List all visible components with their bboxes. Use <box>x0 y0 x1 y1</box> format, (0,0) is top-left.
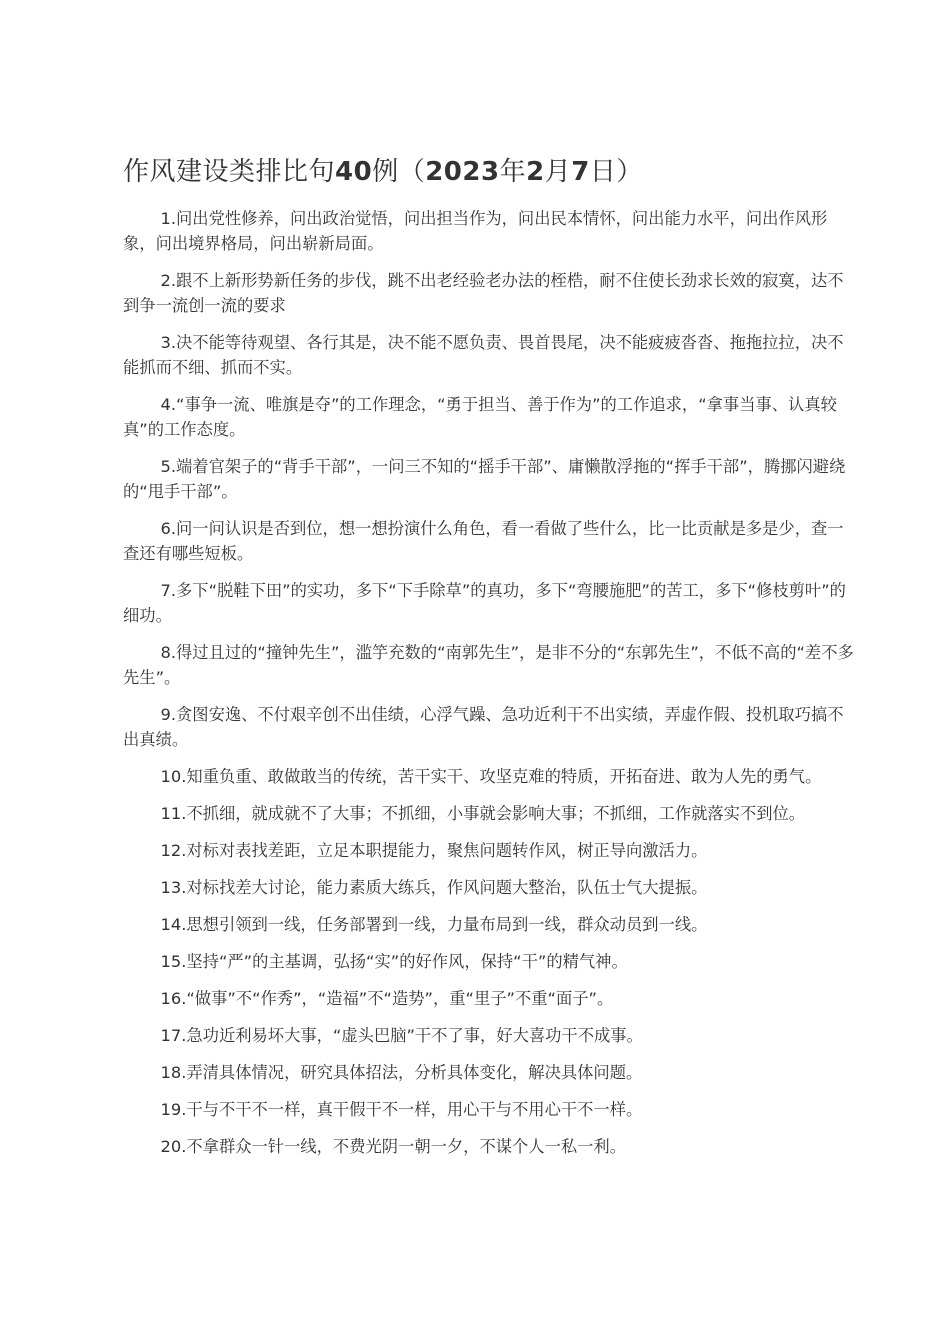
paragraph: 4.“事争一流、唯旗是夺”的工作理念，“勇于担当、善于作为”的工作追求，“拿事当事、认真较真”的工作态度。 <box>123 395 837 439</box>
document-page <box>123 150 858 1171</box>
paragraph: 2.跟不上新形势新任务的步伐，跳不出老经验老办法的桎梏，耐不住使长劲求长效的寂寞，达不到争一流创一流的要求 <box>123 271 844 315</box>
paragraph: 5.端着官架子的“背手干部”，一问三不知的“摇手干部”、庸懒散浮拖的“挥手干部”，腾挪闪避绕的“甩手干部”。 <box>123 457 846 501</box>
paragraph: 14.思想引领到一线，任务部署到一线，力量布局到一线，群众动员到一线。 <box>160 915 708 934</box>
paragraph: 9.贪图安逸、不付艰辛创不出佳绩，心浮气躁、急功近利干不出实绩，弄虚作假、投机取巧搞不出真绩。 <box>123 705 844 749</box>
paragraph: 12.对标对表找差距，立足本职提能力，聚焦问题转作风，树正导向激活力。 <box>160 841 708 860</box>
title-part: 40 <box>335 157 373 187</box>
title-part: 2 <box>526 157 545 187</box>
paragraph: 18.弄清具体情况，研究具体招法，分析具体变化，解决具体问题。 <box>160 1063 643 1082</box>
title-part: 例（ <box>372 157 426 187</box>
paragraph: 20.不拿群众一针一线，不费光阴一朝一夕，不谋个人一私一利。 <box>160 1137 626 1156</box>
paragraph: 13.对标找差大讨论，能力素质大练兵，作风问题大整治，队伍士气大提振。 <box>160 878 708 897</box>
paragraph: 6.问一问认识是否到位，想一想扮演什么角色，看一看做了些什么，比一比贡献是多是少，查一查还有哪些短板。 <box>123 519 844 563</box>
paragraph: 8.得过且过的“撞钟先生”，滥竽充数的“南郭先生”，是非不分的“东郭先生”，不低不高的“差不多先生”。 <box>123 643 854 687</box>
paragraph: 19.干与不干不一样，真干假干不一样，用心干与不用心干不一样。 <box>160 1100 643 1119</box>
title-part: 2023 <box>425 157 500 187</box>
title-part: 日） <box>589 157 643 187</box>
paragraph: 17.急功近利易坏大事，“虚头巴脑”干不了事，好大喜功干不成事。 <box>160 1026 643 1045</box>
paragraph: 16.“做事”不“作秀”，“造福”不“造势”，重“里子”不重“面子”。 <box>160 989 614 1008</box>
title-part: 年 <box>499 157 527 187</box>
title-part: 7 <box>571 157 590 187</box>
title-part: 作风建设类排比句 <box>123 157 336 187</box>
paragraph: 3.决不能等待观望、各行其是，决不能不愿负责、畏首畏尾，决不能疲疲沓沓、拖拖拉拉，决不能抓而不细、抓而不实。 <box>123 333 844 377</box>
paragraph: 15.坚持“严”的主基调，弘扬“实”的好作风，保持“干”的精气神。 <box>160 952 628 971</box>
paragraph: 11.不抓细，就成就不了大事；不抓细，小事就会影响大事；不抓细，工作就落实不到位。 <box>160 804 806 823</box>
title-part: 月 <box>544 157 572 187</box>
document-title <box>123 150 858 194</box>
paragraph: 10.知重负重、敢做敢当的传统，苦干实干、攻坚克难的特质，开拓奋进、敢为人先的勇气。 <box>160 767 822 786</box>
paragraph: 7.多下“脱鞋下田”的实功，多下“下手除草”的真功，多下“弯腰施肥”的苦工，多下“修枝剪叶”的细功。 <box>123 581 846 625</box>
paragraph: 1.问出党性修养，问出政治觉悟，问出担当作为，问出民本情怀，问出能力水平，问出作风形象，问出境界格局，问出崭新局面。 <box>123 209 828 253</box>
